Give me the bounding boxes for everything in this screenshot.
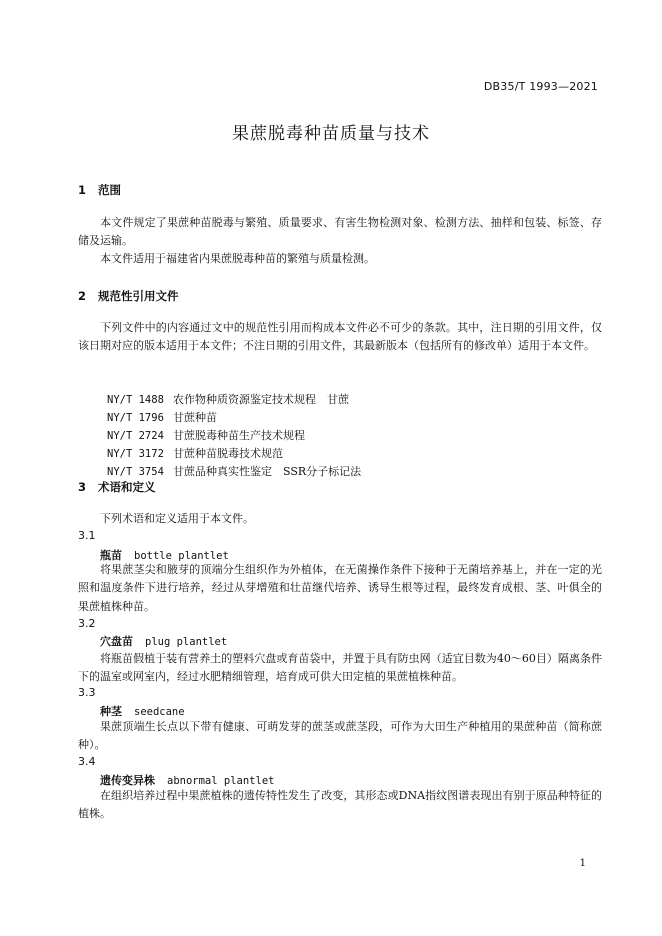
term-en: bottle plantlet [134,550,229,562]
term-number: 3.4 [78,755,96,768]
section-3-heading [78,479,156,495]
section-1-heading [78,182,121,198]
term-number: 3.2 [78,617,96,630]
term-definition: 将果蔗茎尖和腋芽的顶端分生组织作为外植体，在无菌操作条件下接种于无菌培养基上，并在一定的光照和温度条件下进行培养，经过从芽增殖和壮苗继代培养、诱导生根等过程，最终发育成根、茎、叶俱全的果蔗植株种苗。 [78,563,602,613]
term-en: plug plantlet [145,636,228,648]
term-zh: 遗传变异株 [100,774,155,787]
paragraph: 下列文件中的内容通过文中的规范性引用而构成本文件必不可少的条款。其中，注日期的引用文件，仅该日期对应的版本适用于本文件；不注日期的引用文件，其最新版本（包括所有的修改单）适用于本文件。 [78,321,602,353]
section-number: 1 [78,183,87,197]
term-en: abnormal plantlet [167,775,275,787]
section-title: 范围 [98,183,121,197]
term-heading [100,703,185,719]
term-en: seedcane [134,706,185,718]
section-number: 3 [78,480,87,494]
section-2-heading [78,288,179,304]
term-definition: 果蔗顶端生长点以下带有健康、可萌发芽的蔗茎或蔗茎段，可作为大田生产种植用的果蔗种苗（简称蔗种）。 [78,720,602,752]
reference-title: 甘蔗种苗脱毒技术规范 [173,447,283,461]
document-title: 果蔗脱毒种苗质量与技术 [232,124,430,144]
reference-title: 甘蔗种苗 [173,411,217,425]
term-zh: 穴盘苗 [100,635,133,648]
term-definition: 在组织培养过程中果蔗植株的遗传特性发生了改变，其形态或DNA指纹图谱表现出有别于原品种特征的植株。 [78,789,602,821]
section-number: 2 [78,289,87,303]
reference-item [100,445,361,482]
page-number: 1 [579,858,586,869]
section-title: 术语和定义 [98,480,156,494]
standard-code: DB35/T 1993—2021 [483,80,598,93]
reference-code: NY/T 1488 [107,394,164,407]
term-zh: 瓶苗 [100,549,122,562]
paragraph: 本文件规定了果蔗种苗脱毒与繁殖、质量要求、有害生物检测对象、检测方法、抽样和包装、标签、存储及运输。 [78,216,602,248]
reference-title: 农作物种质资源鉴定技术规程 甘蔗 [173,393,349,407]
term-number: 3.1 [78,529,96,542]
reference-title: 甘蔗脱毒种苗生产技术规程 [173,429,305,443]
section-title: 规范性引用文件 [98,289,179,303]
paragraph: 下列术语和定义适用于本文件。 [100,512,254,525]
paragraph: 本文件适用于福建省内果蔗脱毒种苗的繁殖与质量检测。 [100,252,375,265]
reference-title: 甘蔗品种真实性鉴定 SSR分子标记法 [173,465,362,479]
reference-code: NY/T 1796 [107,412,164,425]
reference-code: NY/T 3172 [107,448,164,461]
term-zh: 种茎 [100,705,122,718]
reference-code: NY/T 3754 [107,466,164,479]
term-heading [100,633,227,649]
term-heading [100,772,274,788]
term-number: 3.3 [78,686,96,699]
reference-code: NY/T 2724 [107,430,164,443]
term-definition: 将瓶苗假植于装有营养土的塑料穴盘或育苗袋中，并置于具有防虫网（适宜目数为40～60目）隔离条件下的温室或网室内，经过水肥精细管理，培育成可供大田定植的果蔗植株种苗。 [78,652,602,684]
